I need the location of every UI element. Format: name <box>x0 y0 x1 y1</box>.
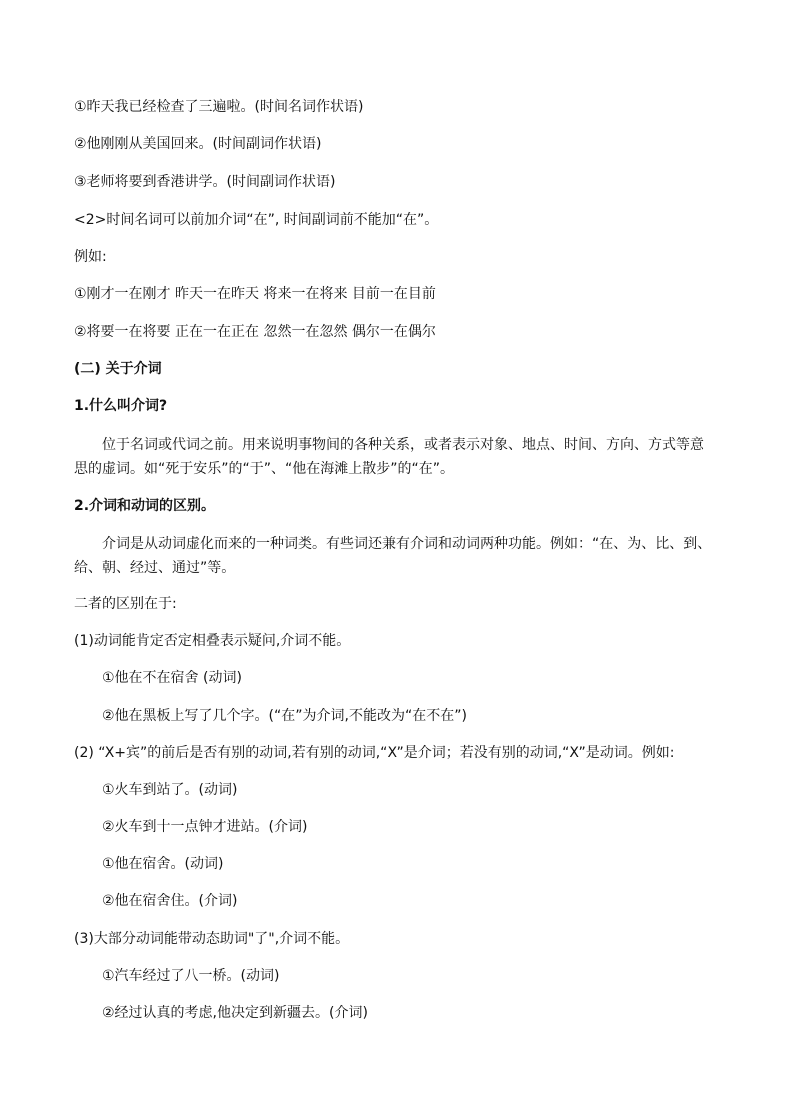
example-line: ①他在宿舍。(动词) <box>102 856 224 872</box>
example-line: ①火车到站了。(动词) <box>102 782 238 798</box>
rule-line: <2>时间名词可以前加介词“在”, 时间副词前不能加“在”。 <box>74 212 439 228</box>
subsection-heading: 1.什么叫介词? <box>74 398 168 414</box>
paragraph-difference <box>74 532 716 580</box>
example-line: ①昨天我已经检查了三遍啦。(时间名词作状语) <box>74 99 364 115</box>
example-line: ②将要一在将要 正在一在正在 忽然一在忽然 偶尔一在偶尔 <box>74 324 436 340</box>
rule-line: (2) “X+宾”的前后是否有别的动词,若有别的动词,“X”是介词；若没有别的动词,“X”是动词。例如: <box>74 745 675 761</box>
example-line: ②他在宿舍住。(介词) <box>102 893 238 909</box>
text-line: 二者的区别在于: <box>74 596 177 612</box>
paragraph-text: 位于名词或代词之前。用来说明事物间的各种关系，或者表示对象、地点、时间、方向、方式等意思的虚词。如“死于安乐”的“于”、“他在海滩上散步”的“在”。 <box>74 437 704 477</box>
example-line: ②他刚刚从美国回来。(时间副词作状语) <box>74 136 322 152</box>
subsection-heading: 2.介词和动词的区别。 <box>74 498 216 514</box>
example-line: ①汽车经过了八一桥。(动词) <box>102 968 280 984</box>
rule-line: (3)大部分动词能带动态助词"了",介词不能。 <box>74 931 350 947</box>
label-line: 例如: <box>74 249 107 265</box>
example-line: ③老师将要到香港讲学。(时间副词作状语) <box>74 174 336 190</box>
example-line: ②他在黑板上写了几个字。(“在”为介词,不能改为“在不在”) <box>102 708 467 724</box>
rule-line: (1)动词能肯定否定相叠表示疑问,介词不能。 <box>74 633 351 649</box>
example-line: ①刚才一在刚才 昨天一在昨天 将来一在将来 目前一在目前 <box>74 286 436 302</box>
section-heading: (二) 关于介词 <box>74 361 162 377</box>
paragraph-definition <box>74 433 716 481</box>
example-line: ②经过认真的考虑,他决定到新疆去。(介词) <box>102 1005 368 1021</box>
example-line: ①他在不在宿舍 (动词) <box>102 670 242 686</box>
example-line: ②火车到十一点钟才进站。(介词) <box>102 819 308 835</box>
paragraph-text: 介词是从动词虚化而来的一种词类。有些词还兼有介词和动词两种功能。例如：“在、为、比、到、给、朝、经过、通过”等。 <box>74 536 712 576</box>
